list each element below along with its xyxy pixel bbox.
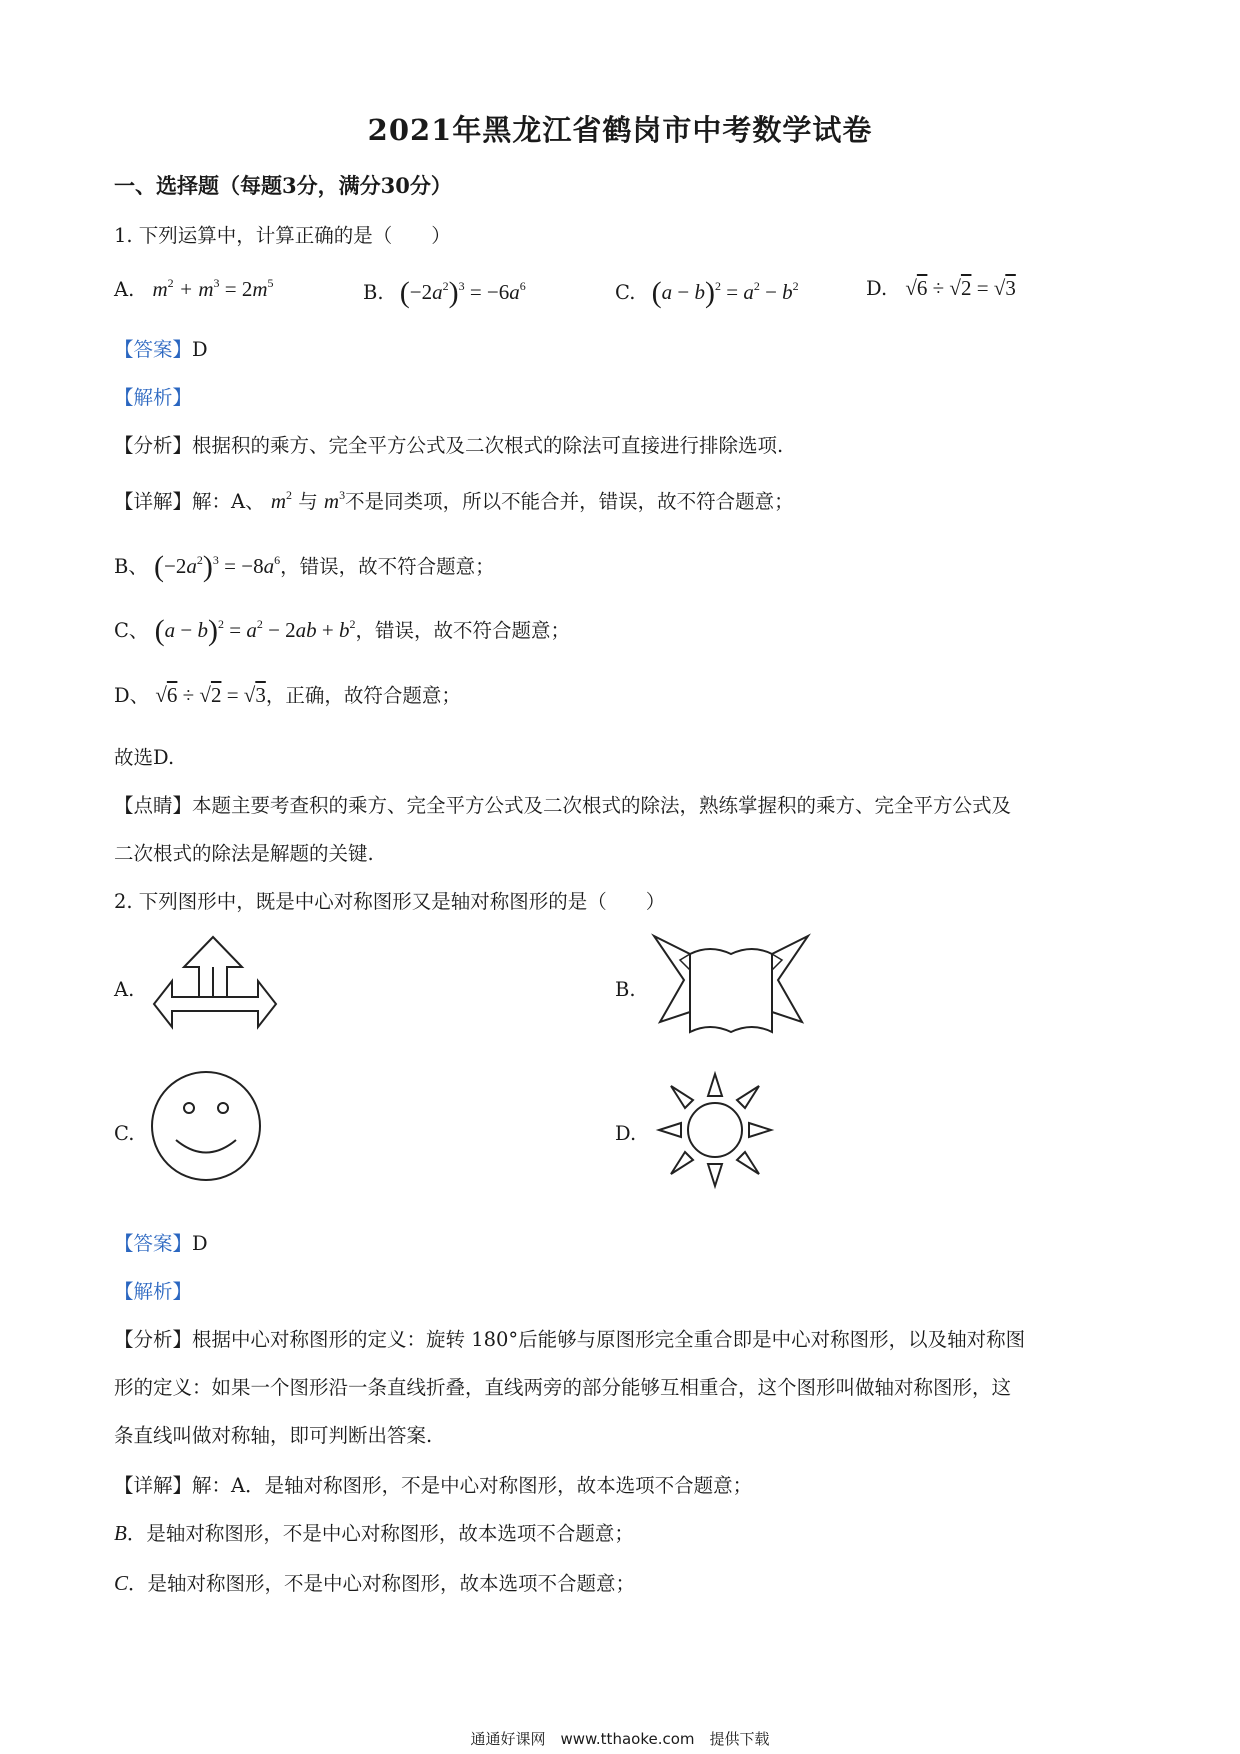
q2-option-a-label: A. bbox=[114, 978, 135, 1001]
q2-answer-tag: 【答案】 bbox=[114, 1232, 193, 1255]
q2-detail-a-text: 解：A．是轴对称图形，不是中心对称图形，故本选项不合题意； bbox=[192, 1474, 753, 1497]
q2-option-d-label: D. bbox=[615, 1122, 637, 1145]
q2-fenxi-text1: 根据中心对称图形的定义：旋转 180°后能够与原图形完全重合即是中心对称图形，以及轴对称图 bbox=[192, 1328, 1026, 1351]
q1-stem: 1. 下列运算中，计算正确的是（ ） bbox=[114, 224, 451, 247]
q1-detail-d-post: ，正确，故符合题意； bbox=[265, 684, 461, 707]
q1-option-b-label: B. bbox=[363, 281, 384, 304]
q2-stem: 2. 下列图形中，既是中心对称图形又是轴对称图形的是（ ） bbox=[114, 890, 666, 913]
q1-detail-a bbox=[114, 486, 794, 514]
q1-detail-a-math2: $m^3$ bbox=[323, 488, 346, 513]
q2-fenxi-line3: 条直线叫做对称轴，即可判断出答案. bbox=[114, 1424, 433, 1447]
q1-option-b bbox=[363, 276, 526, 310]
q2-option-b-label: B. bbox=[615, 978, 636, 1001]
q1-detail-b-post: ，错误，故不符合题意； bbox=[280, 555, 495, 578]
q1-detail-b bbox=[114, 550, 495, 584]
q1-answer bbox=[114, 334, 208, 362]
q1-answer-value: D bbox=[192, 338, 208, 361]
page-footer: 通通好课网 www.tthaoke.com 提供下载 bbox=[470, 1730, 770, 1748]
q2-figure-a-arrows-icon bbox=[150, 935, 280, 1045]
q2-detail-b-text: ．是轴对称图形，不是中心对称图形，故本选项不合题意； bbox=[126, 1522, 634, 1545]
q2-detail-a bbox=[114, 1470, 752, 1498]
q1-option-d bbox=[866, 276, 1016, 301]
q1-option-c-label: C. bbox=[615, 281, 636, 304]
q1-detail-d-math: √6 ÷ √2 = √3 bbox=[155, 683, 266, 707]
q1-option-a-formula: $m^2 + m^3 = 2m^5$ bbox=[152, 276, 274, 301]
q2-figure-c-smiley-icon bbox=[150, 1070, 265, 1185]
q1-detail-tag: 【详解】 bbox=[114, 490, 193, 513]
q2-analysis-tag: 【解析】 bbox=[114, 1280, 193, 1303]
q2-detail-c bbox=[114, 1568, 635, 1596]
q1-answer-tag: 【答案】 bbox=[114, 338, 193, 361]
q1-option-d-label: D. bbox=[866, 277, 888, 300]
q1-option-c-formula: $(a - b)^2 = a^2 - b^2$ bbox=[651, 276, 799, 309]
q2-fenxi-line1 bbox=[114, 1324, 1025, 1352]
q2-detail-tag: 【详解】 bbox=[114, 1474, 193, 1497]
q2-option-c-label: C. bbox=[114, 1122, 135, 1145]
q2-figure-d-sun-icon bbox=[655, 1070, 775, 1190]
q1-fenxi bbox=[114, 430, 783, 458]
q1-conclusion: 故选D. bbox=[114, 746, 175, 769]
q1-comment-tag: 【点睛】 bbox=[114, 794, 193, 817]
q1-detail-d-pre: D、 bbox=[114, 684, 150, 707]
q2-detail-c-label: C bbox=[114, 1571, 129, 1595]
q1-option-b-formula: $(-2a^2)^3 = -6a^6$ bbox=[399, 276, 526, 309]
q1-detail-a-post: 不是同类项，所以不能合并，错误，故不符合题意； bbox=[345, 490, 794, 513]
q2-detail-c-text: ．是轴对称图形，不是中心对称图形，故本选项不合题意； bbox=[128, 1572, 636, 1595]
q1-detail-c bbox=[114, 614, 570, 648]
q2-fenxi-line2: 形的定义：如果一个图形沿一条直线折叠，直线两旁的部分能够互相重合，这个图形叫做轴对称图形，这 bbox=[114, 1376, 1012, 1399]
q2-detail-b-label: B bbox=[114, 1521, 127, 1545]
q1-fenxi-text: 根据积的乘方、完全平方公式及二次根式的除法可直接进行排除选项. bbox=[192, 434, 784, 457]
q1-detail-b-pre: B、 bbox=[114, 555, 148, 578]
q1-comment-text1: 本题主要考查积的乘方、完全平方公式及二次根式的除法，熟练掌握积的乘方、完全平方公式及 bbox=[192, 794, 1012, 817]
q1-detail-d bbox=[114, 680, 461, 708]
section-heading: 一、选择题（每题3分，满分30分） bbox=[114, 173, 452, 198]
q1-detail-b-math: $(-2a^2)^3 = -8a^6$ bbox=[154, 550, 281, 583]
q2-answer-value: D bbox=[192, 1232, 208, 1255]
q1-detail-a-pre: 解：A、 bbox=[192, 490, 265, 513]
q1-detail-a-math1: $m^2$ bbox=[270, 488, 292, 513]
q1-comment-line1 bbox=[114, 790, 1011, 818]
page-title: 2021年黑龙江省鹤岗市中考数学试卷 bbox=[367, 113, 873, 147]
q1-detail-a-mid: 与 bbox=[298, 490, 318, 513]
q2-figure-b-banner-icon bbox=[650, 930, 815, 1040]
q2-answer bbox=[114, 1228, 208, 1256]
q1-detail-c-post: ，错误，故不符合题意； bbox=[355, 619, 571, 642]
q1-option-c bbox=[615, 276, 799, 310]
q2-fenxi-tag: 【分析】 bbox=[114, 1328, 193, 1351]
q1-detail-c-math: $(a - b)^2 = a^2 - 2ab + b^2$ bbox=[154, 614, 356, 647]
q1-analysis-tag: 【解析】 bbox=[114, 386, 193, 409]
q1-detail-c-pre: C、 bbox=[114, 619, 149, 642]
q1-option-a-label: A. bbox=[114, 278, 135, 301]
q1-option-a bbox=[114, 276, 274, 302]
q1-option-d-formula: √6 ÷ √2 = √3 bbox=[905, 276, 1016, 300]
q1-comment-line2: 二次根式的除法是解题的关键. bbox=[114, 842, 374, 865]
q2-detail-b bbox=[114, 1518, 634, 1546]
q1-fenxi-tag: 【分析】 bbox=[114, 434, 193, 457]
